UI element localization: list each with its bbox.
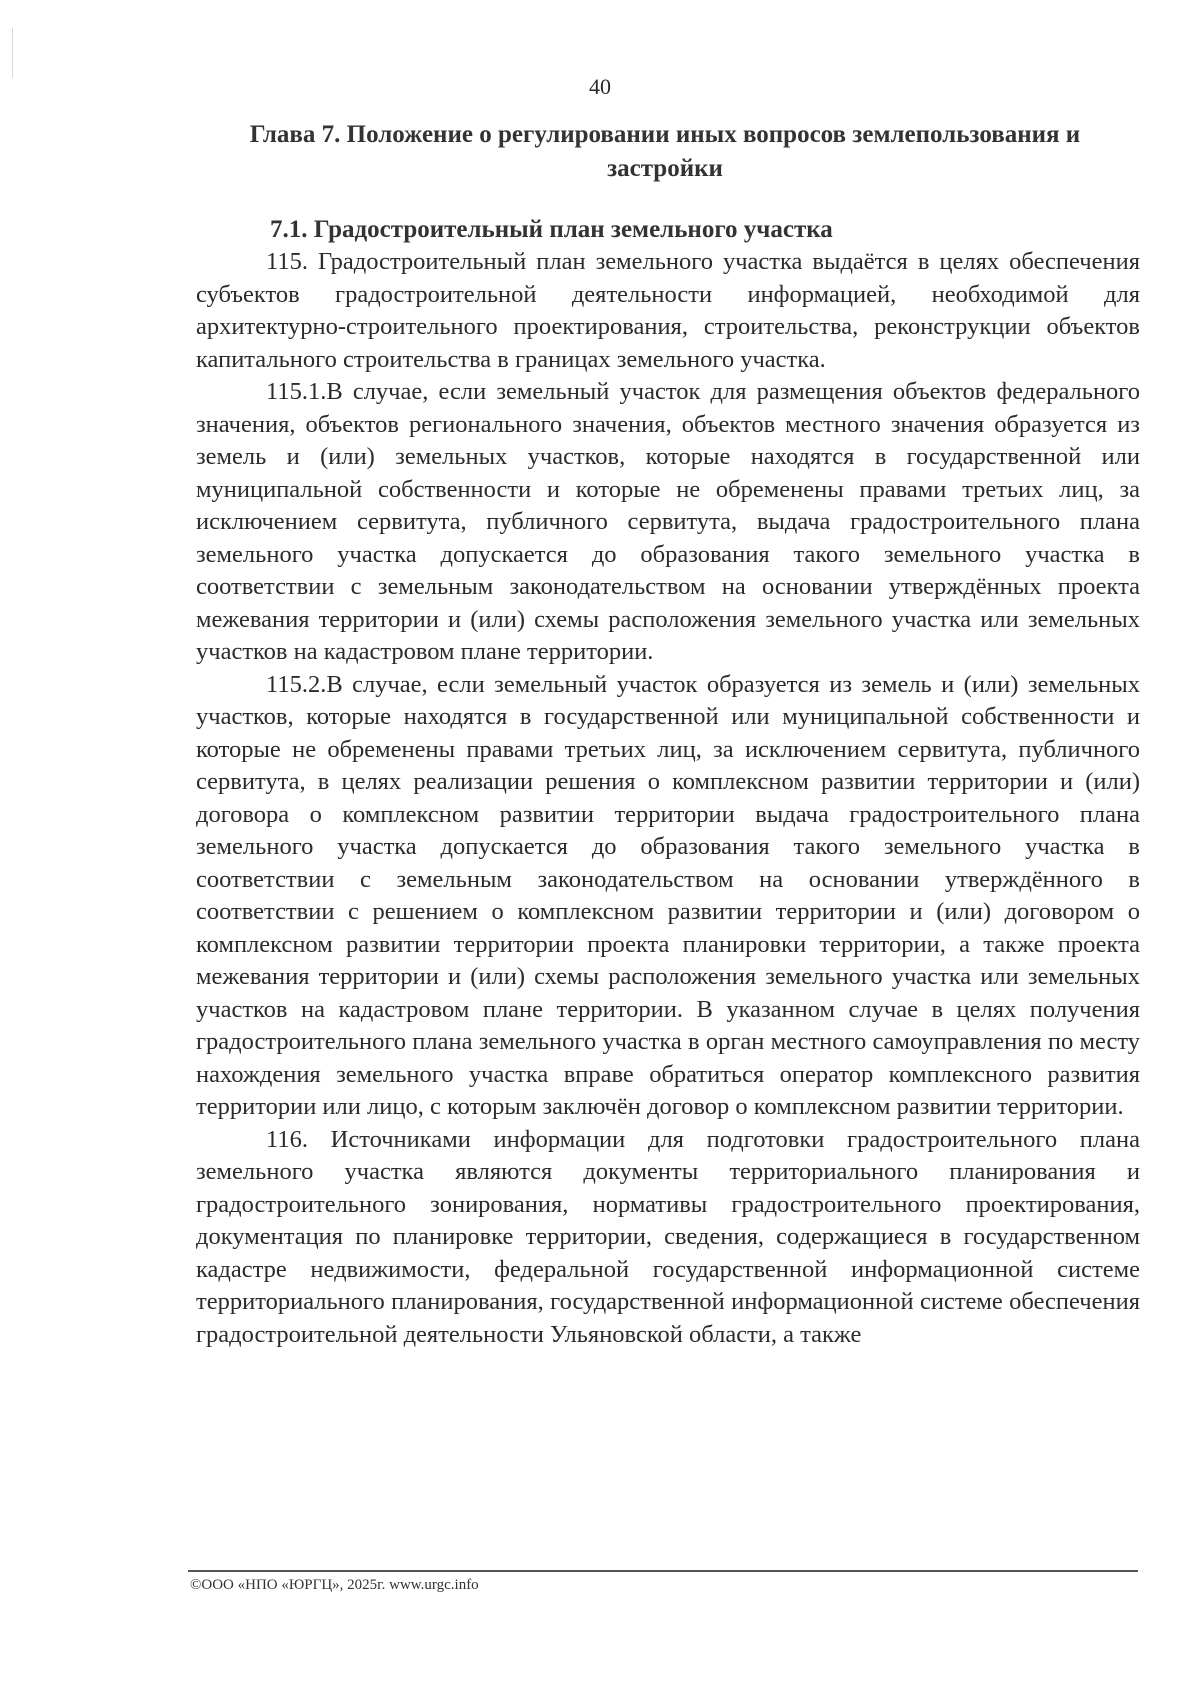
paragraph-115: 115. Градостроительный план земельного участка выдаётся в целях обеспечения субъектов градостроительной деятельности информацией, необходимой для архитектурно-строительного проектирования, строительства, реконструкции объектов капитального строительства в границах земельного участка. [196, 248, 1140, 373]
paragraph-115-2: 115.2.В случае, если земельный участок образуется из земель и (или) земельных участков, которые находятся в государственной или муниципальной собственности и которые не обременены правами третьих лиц, за исключением сервитута, публичного сервитута, в целях реализации решения о комплексном развитии территории и (или) договора о комплексном развитии территории выдача градостроительного плана земельного участка допускается до образования такого земельного участка в соответствии с земельным законодательством на основании утверждённого в соответствии с решением о комплексном развитии территории и (или) договором о комплексном развитии территории проекта планировки территории, а также проекта межевания территории и (или) схемы расположения земельного участка или земельных участков на кадастровом плане территории. В указанном случае в целях получения градостроительного плана земельного участка в орган местного самоуправления по месту нахождения земельного участка вправе обратиться оператор комплексного развития территории или лицо, с которым заключён договор о комплексном развитии территории. [196, 670, 1140, 1120]
section-title: 7.1. Градостроительный план земельного участка [270, 216, 833, 243]
scan-edge-mark [12, 28, 13, 78]
paragraph-115-1: 115.1.В случае, если земельный участок для размещения объектов федерального значения, объектов регионального значения, объектов местного значения образуется из земель и (или) земельных участков, которые находятся в государственной или муниципальной собственности и которые не обременены правами третьих лиц, за исключением сервитута, публичного сервитута, выдача градостроительного плана земельного участка допускается до образования такого земельного участка в соответствии с земельным законодательством на основании утверждённых проекта межевания территории и (или) схемы расположения земельного участка или земельных участков на кадастровом плане территории. [196, 378, 1140, 665]
chapter-title: Глава 7. Положение о регулировании иных вопросов землепользования и застройки [249, 121, 1081, 182]
document-body [196, 246, 1140, 1351]
footer-copyright: ©ООО «НПО «ЮРГЦ», 2025г. www.urgc.info [190, 1577, 479, 1593]
footer-divider [188, 1570, 1138, 1572]
paragraph-116: 116. Источниками информации для подготовки градостроительного плана земельного участка являются документы территориального планирования и градостроительного зонирования, нормативы градостроительного проектирования, документация по планировке территории, сведения, содержащиеся в государственном кадастре недвижимости, федеральной государственной информационной системе территориального планирования, государственной информационной системе обеспечения градостроительной деятельности Ульяновской области, а также [196, 1125, 1140, 1348]
page-number: 40 [589, 74, 611, 99]
